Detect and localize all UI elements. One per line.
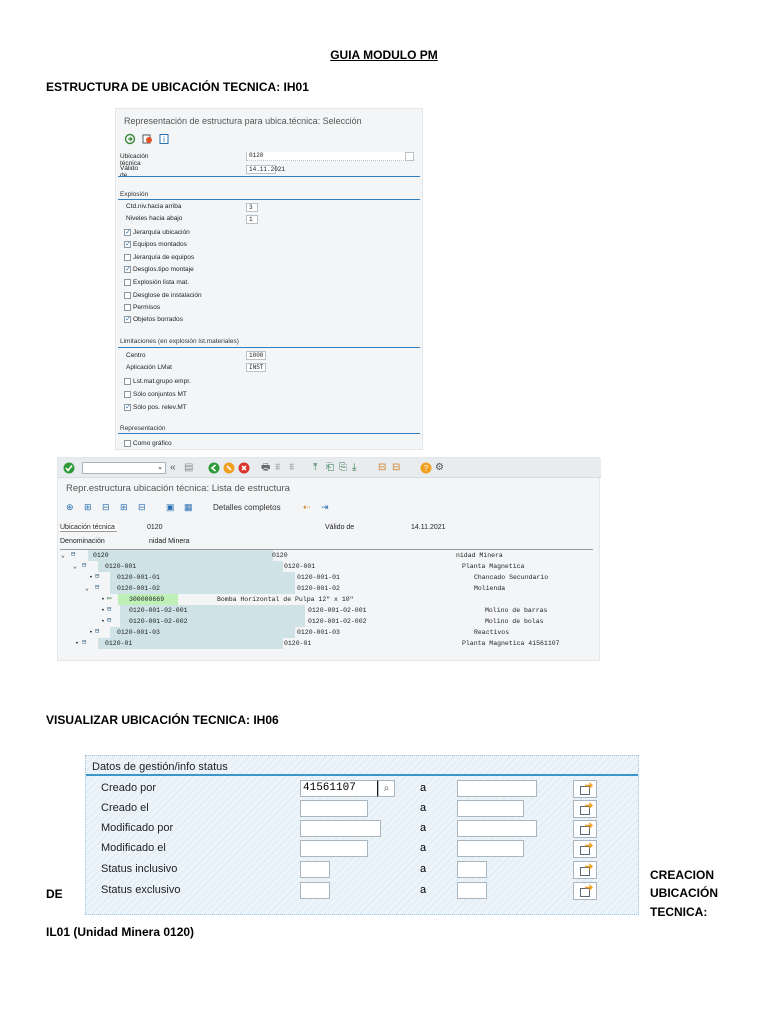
tree-code: 0120-001-02-001 <box>129 607 188 614</box>
modificado-el-label: Modificado el <box>101 842 166 854</box>
checkbox[interactable] <box>124 391 131 398</box>
ubic-label: Ubicación técnica <box>60 524 117 532</box>
find-next-icon[interactable]: ⩩ <box>289 462 295 473</box>
expand-all-icon[interactable]: ⊞ <box>120 502 128 512</box>
expander[interactable]: • <box>101 596 105 603</box>
node-icon: ⊟ <box>95 584 100 592</box>
a-label: a <box>420 822 427 834</box>
execute-icon[interactable] <box>124 133 136 145</box>
tree-row[interactable] <box>58 594 601 605</box>
checkbox-como-grafico[interactable]: Como gráfico <box>124 438 172 448</box>
levels-down-input[interactable]: 1 <box>246 215 258 224</box>
limits-header: Limitaciones (en explosión lst.materiales) <box>120 338 239 345</box>
section-heading-ih06: VISUALIZAR UBICACIÓN TECNICA: IH06 <box>46 713 279 727</box>
centro-input[interactable]: 1000 <box>246 351 266 360</box>
a-label: a <box>420 802 427 814</box>
multiple-selection-button[interactable] <box>573 800 597 818</box>
collapse-all-icon[interactable]: ⊟ <box>138 502 146 512</box>
tree-desc: nidad Minera <box>456 552 503 559</box>
expander[interactable]: • <box>101 607 105 614</box>
tree-desc: Planta Magnetica <box>462 563 525 570</box>
last-page-icon[interactable]: ⤓ <box>352 462 357 473</box>
tree-code: 0120-001-02-002 <box>129 618 188 625</box>
multiple-selection-icon <box>580 846 590 855</box>
selection-screen: Representación de estructura para ubica.técnica: Selección i Ubicación técnica 0120 Válido 14.11.2021 Explosión Ctd.niv.hacia arriba 3 Niveles hacia abajo 1 ✓ Jerarquía ubicación ✓ Equipos montados Jerarquía de equipos ✓ Desglos.tipo montaje Explosión lista mat. Desglose de instalación Permisos ✓ Objetos borrados Limitaciones (en explosión lst.materiales) Centro 1000 Aplicación LMat INST Lst.mat.grupo empr. Sólo conjuntos MT ✓ Sólo pos. relev.MT Representación Como gráfico <box>115 108 423 450</box>
command-field[interactable]: ⌄ <box>82 462 166 474</box>
svg-text:?: ? <box>423 464 429 473</box>
checkbox[interactable] <box>124 254 131 261</box>
exit-icon[interactable] <box>223 462 235 474</box>
status-exclusivo-label: Status exclusivo <box>101 884 181 896</box>
levels-down-label: Niveles hacia abajo <box>126 215 183 222</box>
expander[interactable]: • <box>75 640 79 647</box>
checkbox-solo-conjuntos[interactable]: Sólo conjuntos MT <box>124 389 187 399</box>
checkbox-lst-mat-grupo[interactable]: Lst.mat.grupo empr. <box>124 376 191 386</box>
node-icon: ⊟ <box>82 562 87 570</box>
new-session-icon[interactable]: ⊟ <box>378 462 387 473</box>
prev-page-icon[interactable]: ⎗ <box>326 462 334 473</box>
detalles-completos-button[interactable]: Detalles completos <box>213 503 281 512</box>
expander[interactable]: ⌄ <box>85 585 89 592</box>
checkbox[interactable]: ✓ <box>125 228 131 236</box>
valido-value: 14.11.2021 <box>411 524 446 531</box>
export-icon[interactable]: ⇥ <box>321 502 329 512</box>
creado-el-label: Creado el <box>101 802 149 814</box>
tree-code2: 0120-001 <box>284 563 316 570</box>
node-icon: ⊟ <box>71 551 76 559</box>
multiple-selection-icon <box>580 806 590 815</box>
tree-desc: Planta Magnetica 41561107 <box>462 640 560 647</box>
checkbox-jerarquia-ubicacion[interactable]: ✓ Jerarquía ubicación <box>125 228 190 236</box>
checkbox[interactable] <box>124 304 131 311</box>
node-icon: ⊟ <box>95 573 100 581</box>
multiple-selection-icon <box>580 888 590 897</box>
modificado-por-to-input[interactable] <box>457 820 537 837</box>
tree-desc: Molino de barras <box>485 607 548 614</box>
modificado-el-to-input[interactable] <box>457 840 524 857</box>
help-icon[interactable] <box>420 462 432 474</box>
tree-row[interactable] <box>58 583 601 594</box>
tree-code: 0120-001-02 <box>117 585 160 592</box>
checkbox-desglose-instalacion[interactable]: Desglose de instalación <box>124 290 202 300</box>
aplicacion-input[interactable]: INST <box>246 363 266 372</box>
select-icon[interactable]: ▣ <box>166 502 175 512</box>
checkbox[interactable] <box>124 378 131 385</box>
creacion-text-1: CREACION <box>650 868 715 882</box>
search-icon[interactable]: ⌕ <box>378 780 395 797</box>
divider <box>118 433 420 434</box>
tree-desc: Molienda <box>474 585 506 592</box>
a-label: a <box>420 884 427 896</box>
explosion-header: Explosión <box>120 191 149 198</box>
section-heading-ih01: ESTRUCTURA DE UBICACIÓN TECNICA: IH01 <box>46 80 309 94</box>
valido-input[interactable]: 14.11.2021 <box>246 165 276 174</box>
node-icon: ⊟ <box>107 617 112 625</box>
zoom-icon[interactable]: ⊕ <box>66 502 74 512</box>
modificado-el-input[interactable] <box>300 840 368 857</box>
shortcut-icon[interactable]: ⊟ <box>392 462 401 473</box>
tree-code2: Bomba Horizontal de Pulpa 12" x 10" <box>217 596 354 603</box>
layout-icon[interactable]: ▦ <box>184 502 193 512</box>
selection-title: Representación de estructura para ubica.técnica: Selección <box>124 116 362 126</box>
ubicacion-input[interactable]: 0120 <box>246 152 406 161</box>
checkbox-equipos-montados[interactable]: ✓ Equipos montados <box>125 240 187 248</box>
structure-list-title: Repr.estructura ubicación técnica: Lista de estructura <box>66 483 290 494</box>
multiple-selection-icon <box>580 826 590 835</box>
structure-list-screen <box>57 457 600 661</box>
svg-text:i: i <box>163 135 165 144</box>
modificado-por-input[interactable] <box>300 820 381 837</box>
divider <box>118 176 420 177</box>
node-icon: ⊟ <box>95 628 100 636</box>
tree-row[interactable] <box>58 638 601 649</box>
cancel-icon[interactable] <box>238 462 250 474</box>
ih06-header: Datos de gestión/info status <box>92 761 228 773</box>
checkbox[interactable] <box>124 440 131 447</box>
back-green-icon[interactable] <box>208 462 220 474</box>
status-exclusivo-input[interactable] <box>300 882 330 899</box>
tree-code2: 0120 <box>272 552 288 559</box>
enter-icon[interactable] <box>63 462 75 474</box>
creado-por-input[interactable]: 41561107 <box>300 780 378 797</box>
object-icon[interactable]: ⇠ <box>303 502 311 512</box>
expander[interactable]: • <box>89 574 93 581</box>
tree-row[interactable] <box>58 605 601 616</box>
status-inclusivo-label: Status inclusivo <box>101 863 178 875</box>
checkbox[interactable]: ✓ <box>125 265 131 273</box>
print-icon[interactable]: 🖶 <box>261 462 271 473</box>
find-icon[interactable]: ⩩ <box>275 462 281 473</box>
node-icon: ⊟ <box>107 606 112 614</box>
equipment-icon: ▭ <box>107 595 112 603</box>
checkbox[interactable]: ✓ <box>125 240 131 248</box>
a-label: a <box>420 782 427 794</box>
divider <box>118 199 420 200</box>
multiple-selection-button[interactable] <box>573 780 597 798</box>
tree-code2: 0120-001-03 <box>297 629 340 636</box>
creado-por-to-input[interactable] <box>457 780 537 797</box>
checkbox-jerarquia-equipos[interactable]: Jerarquía de equipos <box>124 252 194 262</box>
ubic-value: 0120 <box>147 524 163 531</box>
il01-line: IL01 (Unidad Minera 0120) <box>46 925 195 939</box>
tree-code2: 0120-001-02 <box>297 585 340 592</box>
multiple-selection-icon <box>580 786 590 795</box>
tree-code: 0120 <box>93 552 109 559</box>
centro-label: Centro <box>126 352 146 359</box>
creado-por-label: Creado por <box>101 782 157 794</box>
info-icon[interactable] <box>158 133 170 145</box>
tree-desc: Chancado Secundario <box>474 574 549 581</box>
divider <box>118 347 420 348</box>
creado-el-input[interactable] <box>300 800 368 817</box>
tree-code2: 0120-001-01 <box>297 574 340 581</box>
tree-desc: Molino de bolas <box>485 618 544 625</box>
a-label: a <box>420 863 427 875</box>
creacion-text-3: TECNICA: <box>650 905 708 919</box>
modificado-por-label: Modificado por <box>101 822 174 834</box>
status-exclusivo-to-input[interactable] <box>457 882 487 899</box>
tree-row[interactable] <box>58 550 601 561</box>
tree-code2: 0120-001-02-002 <box>308 618 367 625</box>
tree-code: 0120-001-03 <box>117 629 160 636</box>
row-highlight <box>88 550 273 561</box>
creado-el-to-input[interactable] <box>457 800 524 817</box>
tree-row[interactable] <box>58 616 601 627</box>
levels-up-input[interactable]: 3 <box>246 203 258 212</box>
back-icon[interactable]: « <box>170 462 176 473</box>
multiple-selection-button[interactable] <box>573 882 597 900</box>
checkbox-objetos-borrados[interactable]: ✓ Objetos borrados <box>125 315 183 323</box>
checkbox[interactable] <box>124 279 131 286</box>
checkbox[interactable] <box>124 292 131 299</box>
ubicacion-match-icon[interactable] <box>405 152 414 161</box>
document-title: GUIA MODULO PM <box>330 48 438 62</box>
checkbox-explosion-lista[interactable]: Explosión lista mat. <box>124 277 189 287</box>
denom-label: Denominación <box>60 538 105 545</box>
tree-code: 0120-001 <box>105 563 137 570</box>
first-page-icon[interactable]: ⤒ <box>313 462 318 473</box>
variant-icon[interactable] <box>141 133 153 145</box>
status-inclusivo-input[interactable] <box>300 861 330 878</box>
next-page-icon[interactable]: ⎘ <box>339 462 347 473</box>
divider <box>86 774 638 776</box>
valido-label: Válido de <box>325 524 355 531</box>
tree-code2: 0120-001-02-001 <box>308 607 367 614</box>
tree-code: 0120-01 <box>105 640 133 647</box>
tree-row[interactable] <box>58 572 601 583</box>
node-icon: ⊟ <box>82 639 87 647</box>
tree-row[interactable] <box>58 561 601 572</box>
multiple-selection-button[interactable] <box>573 820 597 838</box>
levels-up-label: Ctd.niv.hacia arriba <box>126 203 182 210</box>
multiple-selection-button[interactable] <box>573 861 597 879</box>
checkbox[interactable]: ✓ <box>125 403 131 411</box>
checkbox[interactable]: ✓ <box>125 315 131 323</box>
checkbox-solo-pos-relev[interactable]: ✓ Sólo pos. relev.MT <box>125 403 187 411</box>
tree-code2: 0120-01 <box>284 640 312 647</box>
expander[interactable]: • <box>101 618 105 625</box>
status-inclusivo-to-input[interactable] <box>457 861 487 878</box>
tree-row[interactable] <box>58 627 601 638</box>
aplicacion-label: Aplicación LMat <box>126 364 172 371</box>
expander[interactable]: • <box>89 629 93 636</box>
multiple-selection-button[interactable] <box>573 840 597 858</box>
tree-desc: Reactivos <box>474 629 510 636</box>
creacion-text-2: UBICACIÓN <box>650 886 718 900</box>
ih06-block <box>85 755 639 915</box>
tree-code: 0120-001-01 <box>117 574 160 581</box>
tree-code: 300000669 <box>129 596 165 603</box>
de-label: DE <box>46 887 63 901</box>
checkbox-desglos-montaje[interactable]: ✓ Desglos.tipo montaje <box>125 265 194 273</box>
checkbox-permisos[interactable]: Permisos <box>124 302 160 312</box>
expander[interactable]: ⌄ <box>61 552 65 559</box>
repr-header: Representación <box>120 425 166 432</box>
expand-icon[interactable]: ⊞ <box>84 502 92 512</box>
command-bar <box>58 458 601 478</box>
a-label: a <box>420 842 427 854</box>
save-icon[interactable]: ▤ <box>184 462 194 473</box>
collapse-icon[interactable]: ⊟ <box>102 502 110 512</box>
multiple-selection-icon <box>580 867 590 876</box>
denom-value: nidad Minera <box>149 538 190 545</box>
settings-icon[interactable]: ⚙ <box>435 462 444 473</box>
expander[interactable]: ⌄ <box>73 563 77 570</box>
